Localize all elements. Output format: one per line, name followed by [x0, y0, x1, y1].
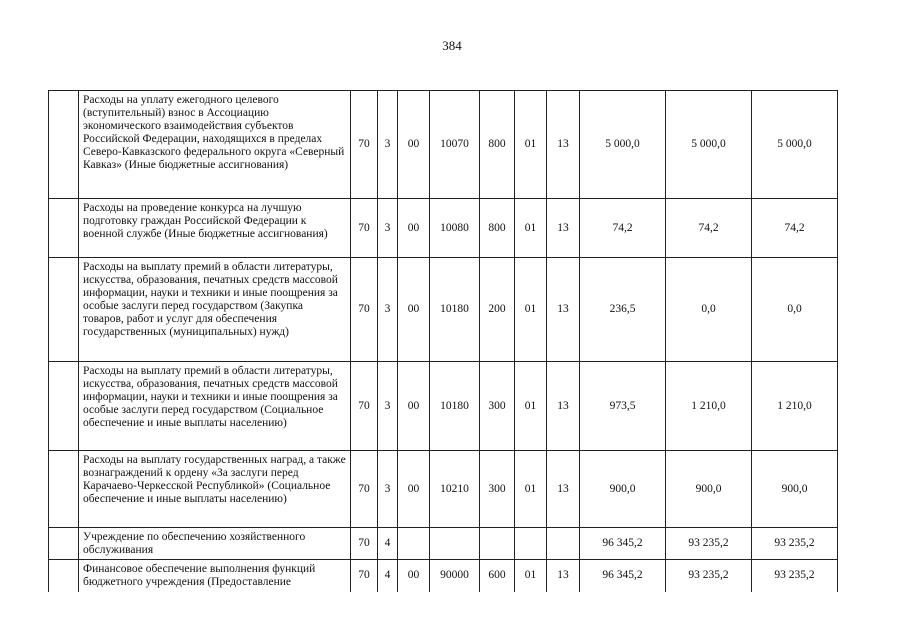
code-cell: 70	[351, 362, 378, 451]
code-cell: 4	[378, 560, 398, 592]
code-cell: 70	[351, 560, 378, 592]
code-cell: 13	[547, 451, 580, 528]
code-cell: 13	[547, 91, 580, 199]
code-cell	[430, 528, 480, 560]
blank-cell	[49, 560, 79, 592]
amount-cell: 74,2	[752, 199, 838, 258]
code-cell: 600	[480, 560, 515, 592]
code-cell: 200	[480, 258, 515, 362]
code-cell	[547, 528, 580, 560]
amount-cell: 900,0	[666, 451, 752, 528]
code-cell: 01	[515, 199, 547, 258]
row-description: Расходы на выплату государственных наград, а также вознаграждений к ордену «За заслуги перед Карачаево-Черкесской Республикой» (Социальное обеспечение и иные выплаты населению)	[79, 451, 351, 528]
code-cell: 300	[480, 362, 515, 451]
amount-cell: 93 235,2	[752, 528, 838, 560]
amount-cell: 900,0	[580, 451, 666, 528]
row-description: Учреждение по обеспечению хозяйственного обслуживания	[79, 528, 351, 560]
blank-cell	[49, 258, 79, 362]
amount-cell: 93 235,2	[666, 528, 752, 560]
code-cell: 00	[398, 199, 430, 258]
code-cell: 01	[515, 451, 547, 528]
table-row	[49, 528, 838, 560]
code-cell: 01	[515, 258, 547, 362]
code-cell: 00	[398, 258, 430, 362]
code-cell: 800	[480, 91, 515, 199]
blank-cell	[49, 528, 79, 560]
row-description: Расходы на уплату ежегодного целевого (вступительный) взнос в Ассоциацию экономического взаимодействия субъектов Российской Федерации, находящихся в пределах Северо-Кавказского федерального округа «Северный Кавказ» (Иные бюджетные ассигнования)	[79, 91, 351, 199]
blank-cell	[49, 451, 79, 528]
code-cell: 00	[398, 451, 430, 528]
row-description: Расходы на проведение конкурса на лучшую подготовку граждан Российской Федерации к военной службе (Иные бюджетные ассигнования)	[79, 199, 351, 258]
amount-cell: 236,5	[580, 258, 666, 362]
code-cell: 00	[398, 362, 430, 451]
amount-cell: 0,0	[752, 258, 838, 362]
row-description: Финансовое обеспечение выполнения функций бюджетного учреждения (Предоставление	[79, 560, 351, 592]
blank-cell	[49, 362, 79, 451]
code-cell: 01	[515, 91, 547, 199]
code-cell	[480, 528, 515, 560]
amount-cell: 1 210,0	[752, 362, 838, 451]
table-row	[49, 362, 838, 451]
code-cell: 01	[515, 362, 547, 451]
row-description: Расходы на выплату премий в области литературы, искусства, образования, печатных средств массовой информации, науки и техники и иные поощрения за особые заслуги перед государством (Закупка товаров, работ и услуг для обеспечения государственных (муниципальных) нужд)	[79, 258, 351, 362]
amount-cell: 0,0	[666, 258, 752, 362]
code-cell: 300	[480, 451, 515, 528]
code-cell: 10180	[430, 362, 480, 451]
code-cell: 13	[547, 560, 580, 592]
table-row	[49, 199, 838, 258]
code-cell: 70	[351, 258, 378, 362]
code-cell: 70	[351, 528, 378, 560]
code-cell: 3	[378, 199, 398, 258]
code-cell: 00	[398, 91, 430, 199]
code-cell: 10180	[430, 258, 480, 362]
code-cell: 70	[351, 91, 378, 199]
code-cell: 70	[351, 451, 378, 528]
amount-cell: 5 000,0	[666, 91, 752, 199]
code-cell: 4	[378, 528, 398, 560]
code-cell: 10080	[430, 199, 480, 258]
code-cell: 13	[547, 199, 580, 258]
table-row	[49, 451, 838, 528]
amount-cell: 96 345,2	[580, 560, 666, 592]
code-cell: 13	[547, 362, 580, 451]
code-cell: 70	[351, 199, 378, 258]
code-cell	[515, 528, 547, 560]
amount-cell: 900,0	[752, 451, 838, 528]
table-row	[49, 258, 838, 362]
amount-cell: 93 235,2	[752, 560, 838, 592]
page-number: 384	[442, 38, 462, 53]
amount-cell: 74,2	[666, 199, 752, 258]
budget-table	[48, 90, 838, 592]
code-cell: 3	[378, 451, 398, 528]
code-cell: 10210	[430, 451, 480, 528]
code-cell: 3	[378, 258, 398, 362]
code-cell: 13	[547, 258, 580, 362]
code-cell: 01	[515, 560, 547, 592]
blank-cell	[49, 199, 79, 258]
amount-cell: 973,5	[580, 362, 666, 451]
code-cell: 3	[378, 91, 398, 199]
table-row	[49, 91, 838, 199]
amount-cell: 5 000,0	[580, 91, 666, 199]
table-row	[49, 560, 838, 592]
code-cell: 90000	[430, 560, 480, 592]
amount-cell: 1 210,0	[666, 362, 752, 451]
amount-cell: 96 345,2	[580, 528, 666, 560]
row-description: Расходы на выплату премий в области литературы, искусства, образования, печатных средств массовой информации, науки и техники и иные поощрения за особые заслуги перед государством (Социальное обеспечение и иные выплаты населению)	[79, 362, 351, 451]
blank-cell	[49, 91, 79, 199]
code-cell: 3	[378, 362, 398, 451]
code-cell: 10070	[430, 91, 480, 199]
code-cell	[398, 528, 430, 560]
amount-cell: 5 000,0	[752, 91, 838, 199]
amount-cell: 93 235,2	[666, 560, 752, 592]
code-cell: 00	[398, 560, 430, 592]
code-cell: 800	[480, 199, 515, 258]
amount-cell: 74,2	[580, 199, 666, 258]
